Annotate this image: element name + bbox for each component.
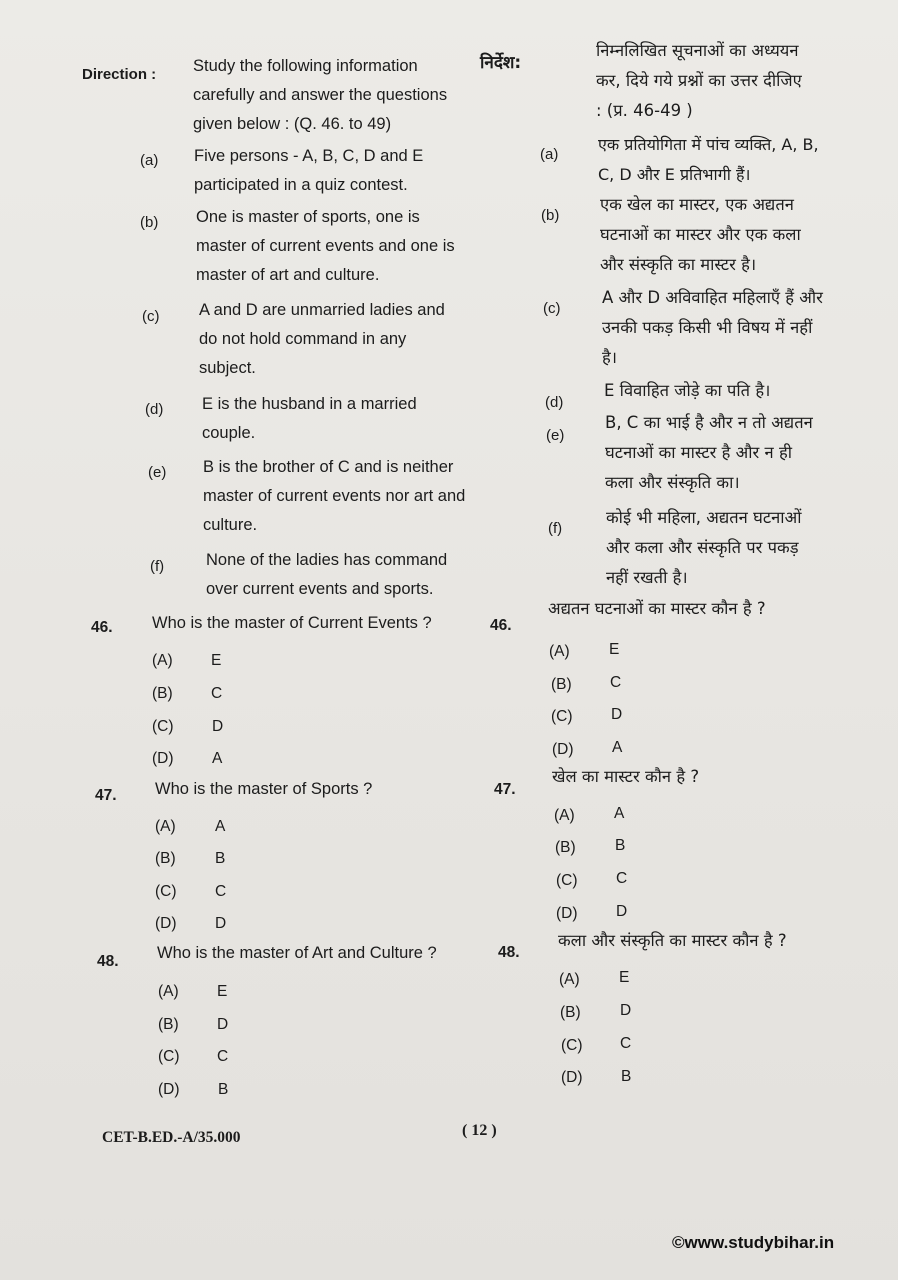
question-text-hi: अद्यतन घटनाओं का मास्टर कौन है ? <box>548 599 766 618</box>
question-number-hi: 46. <box>490 617 512 634</box>
statement-line: A and D are unmarried ladies and <box>199 301 445 319</box>
statement-label-hi: (d) <box>545 394 564 411</box>
direction-text-hi <box>596 36 802 126</box>
statement-line: घटनाओं का मास्टर है और न ही <box>605 443 792 462</box>
option-value: E <box>619 969 630 986</box>
statement-label-en: (e) <box>148 464 167 481</box>
option-value: E <box>211 652 222 669</box>
option-value: E <box>609 641 620 658</box>
option-label: (B) <box>155 850 176 867</box>
option-label: (C) <box>551 708 573 725</box>
statement-label-en: (f) <box>150 558 165 575</box>
option-label: (A) <box>152 652 173 669</box>
statement-line: culture. <box>203 516 258 534</box>
option-label: (B) <box>152 685 173 702</box>
statement-text-en <box>202 390 417 448</box>
statement-text-en <box>203 453 465 540</box>
watermark: ©www.studybihar.in <box>672 1233 835 1252</box>
option-value: A <box>212 750 223 767</box>
exam-code: CET-B.ED.-A/35.000 <box>102 1129 241 1146</box>
statement-label-en: (d) <box>145 401 164 418</box>
question-text-en: Who is the master of Art and Culture ? <box>157 944 437 962</box>
statement-text-hi <box>606 503 801 593</box>
option-label: (D) <box>556 905 578 922</box>
question-text-en: Who is the master of Current Events ? <box>152 614 432 632</box>
statement-line: घटनाओं का मास्टर और एक कला <box>600 225 801 244</box>
option-label: (A) <box>155 818 176 835</box>
option-value: C <box>217 1048 229 1065</box>
statement-line: participated in a quiz contest. <box>194 176 408 194</box>
statement-line: E विवाहित जोड़े का पति है। <box>604 381 771 400</box>
option-label: (C) <box>152 718 174 735</box>
statement-text-hi <box>600 190 801 280</box>
option-value: C <box>211 685 223 702</box>
statement-label-en: (c) <box>142 308 160 325</box>
option-value: D <box>212 718 224 735</box>
option-value: C <box>620 1035 632 1052</box>
option-value: B <box>215 850 226 867</box>
question-number-en: 48. <box>97 953 119 970</box>
option-value: B <box>615 837 626 854</box>
direction-line: : (प्र. 46-49 ) <box>596 101 693 120</box>
statement-line: None of the ladies has command <box>206 551 448 569</box>
option-value: D <box>611 706 623 723</box>
statement-text-hi <box>604 376 770 406</box>
statement-label-hi: (f) <box>548 520 563 537</box>
statement-line: subject. <box>199 359 256 377</box>
option-label: (D) <box>155 915 177 932</box>
option-value: A <box>612 739 623 756</box>
statement-line: और कला और संस्कृति पर पकड़ <box>606 538 799 557</box>
option-value: B <box>218 1081 229 1098</box>
statement-line: One is master of sports, one is <box>196 208 420 226</box>
option-label: (C) <box>561 1037 583 1054</box>
statement-label-hi: (a) <box>540 146 559 163</box>
option-value: D <box>620 1002 632 1019</box>
statement-line: एक प्रतियोगिता में पांच व्यक्ति, A, B, <box>598 135 819 154</box>
direction-line: given below : (Q. 46. to 49) <box>193 115 392 133</box>
question-number-hi: 48. <box>498 944 520 961</box>
statement-line: do not hold command in any <box>199 330 407 348</box>
option-label: (C) <box>556 872 578 889</box>
option-label: (D) <box>158 1081 180 1098</box>
option-value: E <box>217 983 228 1000</box>
question-text-hi: कला और संस्कृति का मास्टर कौन है ? <box>558 931 787 950</box>
statement-line: couple. <box>202 424 256 442</box>
option-label: (A) <box>158 983 179 1000</box>
statement-label-en: (a) <box>140 152 159 169</box>
question-text-en: Who is the master of Sports ? <box>155 780 373 798</box>
option-label: (D) <box>152 750 174 767</box>
statement-text-hi <box>602 283 823 373</box>
option-label: (D) <box>561 1069 583 1086</box>
statement-text-en <box>206 546 447 604</box>
direction-line: Study the following information <box>193 57 418 75</box>
statement-line: नहीं रखती है। <box>606 568 688 587</box>
option-value: D <box>616 903 628 920</box>
option-value: C <box>616 870 628 887</box>
direction-text-en <box>193 52 447 139</box>
statement-line: B is the brother of C and is neither <box>203 458 454 476</box>
option-label: (A) <box>554 807 575 824</box>
statement-line: master of current events nor art and <box>203 487 466 505</box>
statement-line: कला और संस्कृति का। <box>605 473 740 492</box>
statement-label-en: (b) <box>140 214 159 231</box>
question-text-hi: खेल का मास्टर कौन है ? <box>552 767 700 786</box>
option-label: (B) <box>555 839 576 856</box>
statement-line: over current events and sports. <box>206 580 434 598</box>
option-value: C <box>215 883 227 900</box>
option-label: (B) <box>158 1016 179 1033</box>
statement-line: कोई भी महिला, अद्यतन घटनाओं <box>606 508 802 527</box>
option-label: (D) <box>552 741 574 758</box>
statement-line: और संस्कृति का मास्टर है। <box>600 255 757 274</box>
statement-text-en <box>196 203 455 290</box>
statement-line: E is the husband in a married <box>202 395 417 413</box>
statement-line: master of art and culture. <box>196 266 380 284</box>
option-label: (C) <box>155 883 177 900</box>
option-value: C <box>610 674 622 691</box>
question-number-en: 47. <box>95 787 117 804</box>
option-label: (A) <box>549 643 570 660</box>
statement-line: है। <box>602 348 618 367</box>
option-value: D <box>217 1016 229 1033</box>
statement-line: A और D अविवाहित महिलाएँ हैं और <box>602 288 823 307</box>
statement-text-hi <box>605 408 813 498</box>
page-number: ( 12 ) <box>462 1122 497 1139</box>
option-label: (A) <box>559 971 580 988</box>
option-value: D <box>215 915 227 932</box>
statement-line: B, C का भाई है और न तो अद्यतन <box>605 413 813 432</box>
option-label: (B) <box>560 1004 581 1021</box>
statement-line: उनकी पकड़ किसी भी विषय में नहीं <box>602 318 813 337</box>
option-value: A <box>215 818 226 835</box>
statement-line: master of current events and one is <box>196 237 455 255</box>
question-number-hi: 47. <box>494 781 516 798</box>
statement-line: Five persons - A, B, C, D and E <box>194 147 424 165</box>
direction-line: निम्नलिखित सूचनाओं का अध्ययन <box>596 41 799 60</box>
option-value: B <box>621 1068 632 1085</box>
statement-line: C, D और E प्रतिभागी हैं। <box>598 165 751 184</box>
question-number-en: 46. <box>91 619 113 636</box>
statement-label-hi: (c) <box>543 300 561 317</box>
statement-line: एक खेल का मास्टर, एक अद्यतन <box>600 195 794 214</box>
direction-line: carefully and answer the questions <box>193 86 448 104</box>
statement-label-hi: (b) <box>541 207 560 224</box>
direction-line: कर, दिये गये प्रश्नों का उत्तर दीजिए <box>596 71 802 90</box>
direction-label-hi: निर्देश: <box>480 53 522 73</box>
statement-text-en <box>199 296 445 383</box>
statement-label-hi: (e) <box>546 427 565 444</box>
option-value: A <box>614 805 625 822</box>
option-label: (C) <box>158 1048 180 1065</box>
direction-label-en: Direction : <box>82 66 157 83</box>
statement-text-en <box>194 142 423 200</box>
option-label: (B) <box>551 676 572 693</box>
statement-text-hi <box>598 130 819 190</box>
